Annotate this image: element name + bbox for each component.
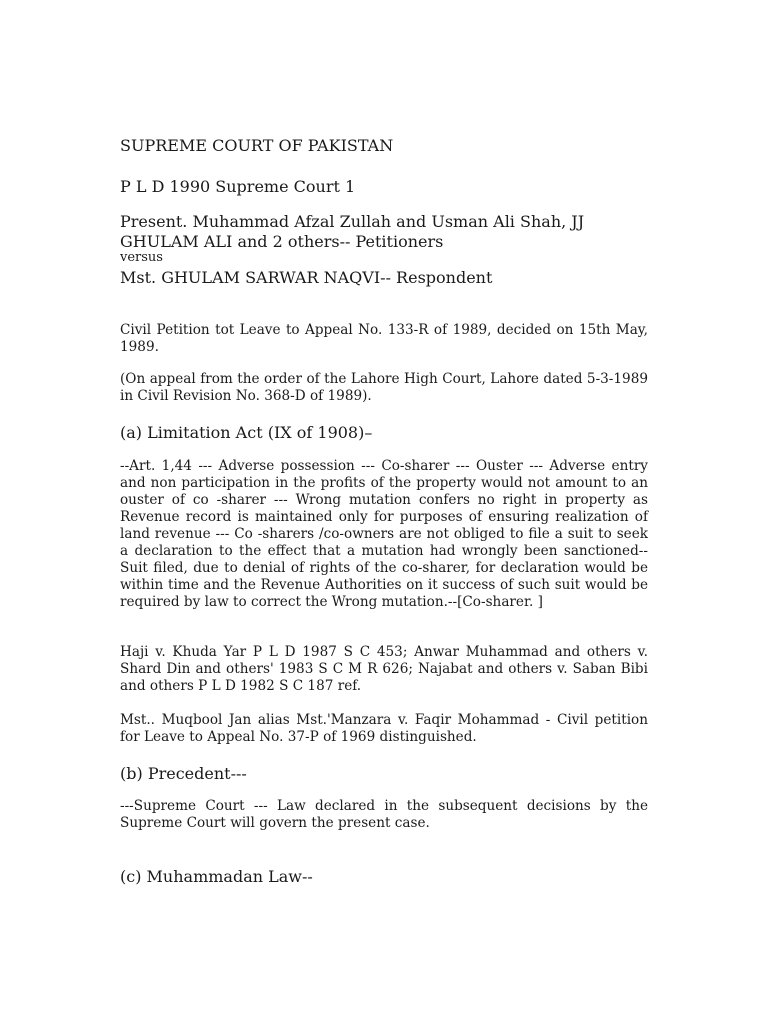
petitioners: GHULAM ALI and 2 others-- Petitioners	[120, 232, 444, 251]
appeal-details: (On appeal from the order of the Lahore High Court, Lahore dated 5-3-1989 in Civil Revision No. 368-D of 1989).	[120, 371, 648, 404]
section-a-heading: (a) Limitation Act (IX of 1908)–	[120, 423, 373, 442]
versus-label: versus	[120, 250, 163, 265]
citation: P L D 1990 Supreme Court 1	[120, 177, 356, 196]
section-b-heading: (b) Precedent---	[120, 764, 247, 783]
bench-present: Present. Muhammad Afzal Zullah and Usman Ali Shah, JJ	[120, 212, 585, 231]
section-c-heading: (c) Muhammadan Law--	[120, 867, 313, 886]
respondent: Mst. GHULAM SARWAR NAQVI-- Respondent	[120, 268, 493, 287]
section-a-references: Haji v. Khuda Yar P L D 1987 S C 453; Anwar Muhammad and others v. Shard Din and others' 1983 S C M R 626; Najabat and others v. Saban Bibi and others P L D 1982 S C 187 ref.	[120, 644, 648, 694]
court-name: SUPREME COURT OF PAKISTAN	[120, 136, 394, 155]
petition-details: Civil Petition tot Leave to Appeal No. 133-R of 1989, decided on 15th May, 1989.	[120, 322, 648, 355]
section-a-distinguished: Mst.. Muqbool Jan alias Mst.'Manzara v. Faqir Mohammad - Civil petition for Leave to Appeal No. 37-P of 1969 distinguished.	[120, 712, 648, 745]
section-a-body: --Art. 1,44 --- Adverse possession --- Co-sharer --- Ouster --- Adverse entry and non participation in the profits of the property would not amount to an ouster of co -sharer --- Wrong mutation confers no right in property as Revenue record is maintained only for purposes of ensuring realization of land revenue --- Co -sharers /co-owners are not obliged to file a suit to seek a declaration to the effect that a mutation had wrongly been sanctioned--Suit filed, due to denial of rights of the co-sharer, for declaration would be within time and the Revenue Authorities on it success of such suit would be required by law to correct the Wrong mutation.--[Co-sharer. ]	[120, 458, 648, 610]
section-b-body: ---Supreme Court --- Law declared in the subsequent decisions by the Supreme Court will govern the present case.	[120, 798, 648, 831]
